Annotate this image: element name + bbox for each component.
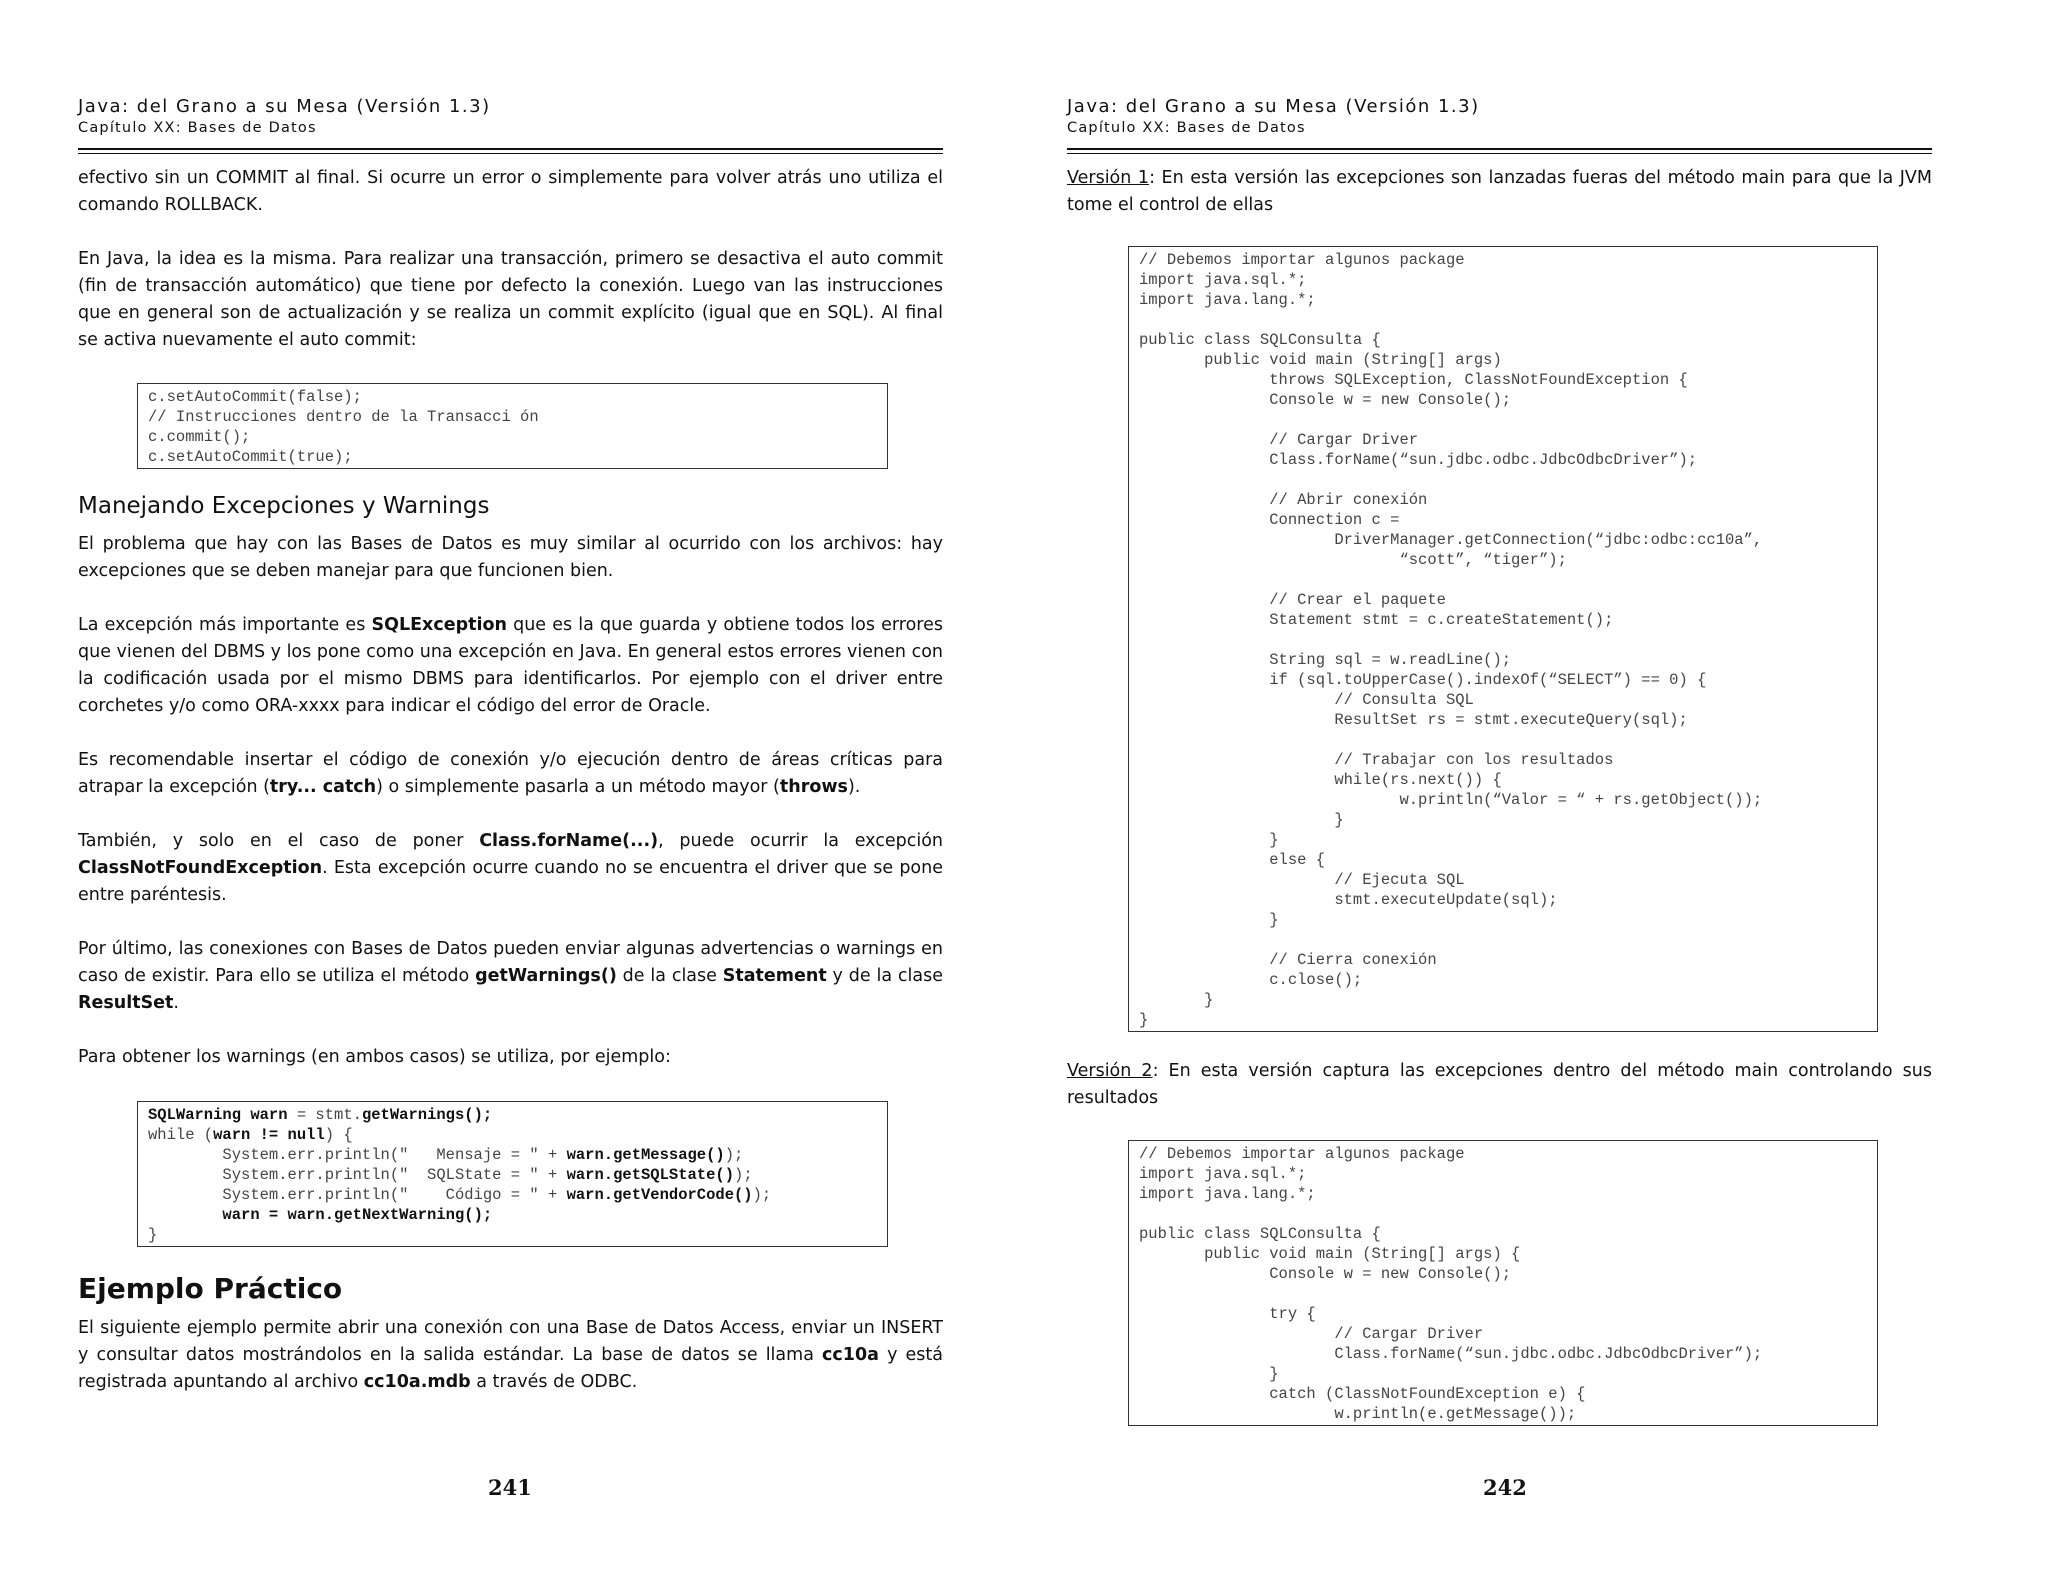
paragraph-ejemplo: [78, 1315, 943, 1396]
code-token: SQLWarning warn: [148, 1106, 288, 1124]
term-classnotfoundexception: ClassNotFoundException: [78, 858, 323, 878]
text-run: .: [173, 993, 179, 1013]
paragraph-version-1: [1067, 165, 1932, 219]
code-token: warn = warn.getNextWarning();: [222, 1206, 493, 1224]
text-run: Por último, las conexiones con Bases de Datos pueden enviar algunas advertencias o warnings en caso de existir. Para ello se utiliza el método: [78, 939, 943, 986]
right-page: [1024, 0, 2048, 1582]
paragraph-sqlexception: [78, 612, 943, 720]
code-autocommit-text: c.setAutoCommit(false); // Instrucciones dentro de la Transacci ón c.commit(); c.setAutoCommit(true);: [148, 388, 539, 466]
text-run: ).: [847, 777, 861, 797]
paragraph-transaccion: En Java, la idea es la misma. Para realizar una transacción, primero se desactiva el auto commit (fin de transacción automático) que tiene por defecto la conexión. Luego van las instrucciones que en general son de actualización y se realiza un commit explícito (igual que en SQL). Al final se activa nuevamente el auto commit:: [78, 249, 943, 350]
code-version-1-text: // Debemos importar algunos package import java.sql.*; import java.lang.*; public class SQLConsulta { public void main (String[] args) throws SQLException, ClassNotFoundException { Console w = new Console(); // Cargar Driver Class.forName(“sun.jdbc.odbc.JdbcOdbcDriver”); // Abrir conexión Connection c = DriverManager.getConnection(“jdbc:odbc:cc10a”, “scott”, “tiger”); // Crear el paquete Statement stmt = c.createStatement(); String sql = w.readLine(); if (sql.toUpperCase().indexOf(“SELECT”) == 0) { // Consulta SQL ResultSet rs = stmt.executeQuery(sql); // Trabajar con los resultados while(rs.next()) { w.println(“Valor = “ + rs.getObject()); } } else { // Ejecuta SQL stmt.executeUpdate(sql); } // Cierra conexión c.close(); } }: [1139, 251, 1763, 1029]
section-heading-ejemplo: Ejemplo Práctico: [78, 1272, 343, 1305]
code-token: warn != null: [213, 1126, 325, 1144]
term-throws: throws: [779, 777, 848, 797]
code-warnings-text: [148, 1105, 887, 1245]
text-run: de la clase: [616, 966, 723, 986]
code-block-version-2: [1128, 1140, 1878, 1426]
section-heading-excepciones: Manejando Excepciones y Warnings: [78, 493, 490, 519]
paragraph-problema: El problema que hay con las Bases de Datos es muy similar al ocurrido con los archivos: hay excepciones que se deben manejar para que funcionen bien.: [78, 534, 943, 581]
code-token: warn.getMessage(): [566, 1146, 725, 1164]
code-token: ) {: [324, 1126, 353, 1144]
code-token: = stmt.: [287, 1106, 362, 1124]
term-sqlexception: SQLException: [371, 615, 507, 635]
text-run: , puede ocurrir la excepción: [658, 831, 943, 851]
text-run: Es recomendable insertar el código de conexión y/o ejecución dentro de áreas críticas para atrapar la excepción (: [78, 750, 943, 797]
paragraph-version-2: [1067, 1058, 1932, 1112]
code-token: warn.getSQLState(): [566, 1166, 735, 1184]
paragraph-rollback: efectivo sin un COMMIT al final. Si ocurre un error o simplemente para volver atrás uno utiliza el comando ROLLBACK.: [78, 168, 943, 215]
code-token: System.err.println(" SQLState = " +: [148, 1166, 567, 1184]
page-number: 241: [488, 1475, 532, 1500]
header-rule-bottom: [78, 153, 943, 154]
version-2-label: Versión 2: [1067, 1061, 1153, 1081]
text-run: . Esta excepción ocurre cuando no se encuentra el driver que se pone entre paréntesis.: [78, 858, 943, 905]
code-version-2-text: // Debemos importar algunos package import java.sql.*; import java.lang.*; public class SQLConsulta { public void main (String[] args) { Console w = new Console(); try { // Cargar Driver Class.forName(“sun.jdbc.odbc.JdbcOdbcDriver”); } catch (ClassNotFoundException e) { w.println(e.getMessage());: [1139, 1145, 1763, 1423]
text-run: y está registrada apuntando al archivo: [78, 1345, 944, 1392]
text-run: : En esta versión las excepciones son lanzadas fueras del método main para que la JVM tome el control de ellas: [1067, 168, 1932, 215]
code-token: [148, 1206, 222, 1224]
term-cc10a-mdb: cc10a.mdb: [363, 1372, 471, 1392]
header-rule-top: [78, 148, 943, 150]
text-run: que es la que guarda y obtiene todos los errores que vienen del DBMS y los pone como una excepción en Java. En general estos errores vienen con la codificación usada por el mismo DBMS para identificarlos. Por ejemplo con el driver entre corchetes y/o como ORA-xxxx para indicar el código del error de Oracle.: [78, 615, 943, 716]
code-token: );: [724, 1146, 744, 1164]
code-token: System.err.println(" Mensaje = " +: [148, 1146, 567, 1164]
code-token: );: [734, 1166, 753, 1184]
term-getwarnings: getWarnings(): [475, 966, 617, 986]
running-header-title: Java: del Grano a su Mesa (Versión 1.3): [78, 96, 491, 117]
code-token: );: [752, 1186, 772, 1204]
paragraph-obtener-warnings: Para obtener los warnings (en ambos casos) se utiliza, por ejemplo:: [78, 1047, 671, 1067]
code-token: }: [148, 1226, 158, 1244]
running-header-chapter: Capítulo XX: Bases de Datos: [78, 120, 317, 136]
text-run: También, y solo en el caso de poner: [78, 831, 480, 851]
paragraph-warnings: [78, 936, 943, 1017]
running-header-chapter: Capítulo XX: Bases de Datos: [1067, 120, 1306, 136]
text-run: El siguiente ejemplo permite abrir una conexión con una Base de Datos Access, enviar un INSERT y consultar datos mostrándolos en la salida estándar. La base de datos se llama: [78, 1318, 943, 1365]
term-class-forname: Class.forName(...): [479, 831, 659, 851]
paragraph-classnotfound: [78, 828, 943, 909]
term-resultset: ResultSet: [78, 993, 174, 1013]
text-run: La excepción más importante es: [78, 615, 372, 635]
header-rule-bottom: [1067, 153, 1932, 154]
running-header-title: Java: del Grano a su Mesa (Versión 1.3): [1067, 96, 1480, 117]
code-token: while (: [148, 1126, 214, 1144]
header-rule-top: [1067, 148, 1932, 150]
text-run: : En esta versión captura las excepciones dentro del método main controlando sus resultados: [1067, 1061, 1932, 1108]
paragraph-areas-criticas: [78, 747, 943, 801]
code-block-autocommit: [137, 383, 888, 469]
page-number: 242: [1483, 1475, 1527, 1500]
text-run: y de la clase: [826, 966, 944, 986]
term-cc10a: cc10a: [822, 1345, 879, 1365]
code-block-version-1: [1128, 246, 1878, 1032]
term-try-catch: try... catch: [269, 777, 377, 797]
term-statement: Statement: [722, 966, 827, 986]
version-1-label: Versión 1: [1067, 168, 1150, 188]
code-token: getWarnings();: [361, 1106, 493, 1124]
code-token: warn.getVendorCode(): [566, 1186, 753, 1204]
code-block-warnings: [137, 1101, 888, 1247]
text-run: a través de ODBC.: [470, 1372, 638, 1392]
text-run: ) o simplemente pasarla a un método mayor (: [376, 777, 780, 797]
code-token: System.err.println(" Código = " +: [148, 1186, 567, 1204]
